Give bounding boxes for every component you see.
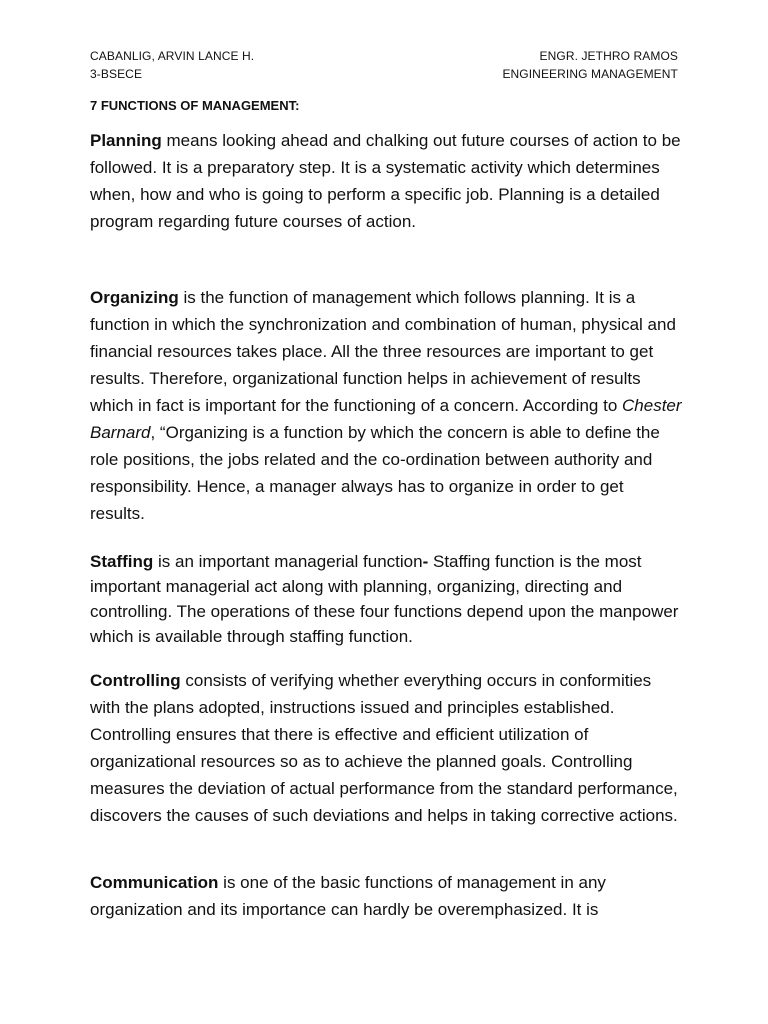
staffing-term: Staffing	[90, 552, 154, 571]
communication-term: Communication	[90, 873, 219, 892]
staffing-paragraph	[90, 549, 682, 649]
organizing-text-before: is the function of management which follows planning. It is a function in which the synchronization and combination of human, physical and financial resources takes place. All the three resources are important to get results. Therefore, organizational function helps in achievement of results which in fact is important for the functioning of a concern. According to	[90, 288, 676, 415]
controlling-paragraph	[90, 667, 682, 829]
header-left	[90, 47, 254, 83]
staffing-text-after: Staffing function is the most important managerial act along with planning, organizing, directing and controlling. The operations of these four functions depend upon the manpower which is available through staffing function.	[90, 552, 679, 646]
course-name: ENGINEERING MANAGEMENT	[502, 67, 678, 81]
controlling-text: consists of verifying whether everything occurs in conformities with the plans adopted, instructions issued and principles established. Controlling ensures that there is effective and efficient utilization of organizational resources so as to achieve the planned goals. Controlling measures the deviation of actual performance from the standard performance, discovers the causes of such deviations and helps in taking corrective actions.	[90, 671, 678, 825]
organizing-quoted-author: Chester Barnard	[90, 396, 682, 442]
header-right	[502, 47, 678, 83]
organizing-term: Organizing	[90, 288, 179, 307]
communication-paragraph	[90, 869, 682, 923]
planning-term: Planning	[90, 131, 162, 150]
document-heading: 7 FUNCTIONS OF MANAGEMENT:	[90, 98, 300, 113]
planning-text: means looking ahead and chalking out future courses of action to be followed. It is a preparatory step. It is a systematic activity which determines when, how and who is going to perform a specific job. Planning is a detailed program regarding future courses of action.	[90, 131, 681, 231]
staffing-dash: -	[422, 552, 429, 571]
organizing-paragraph	[90, 284, 682, 527]
student-name: CABANLIG, ARVIN LANCE H.	[90, 49, 255, 63]
student-section: 3-BSECE	[90, 67, 143, 81]
instructor-name: ENGR. JETHRO RAMOS	[539, 49, 678, 63]
controlling-term: Controlling	[90, 671, 181, 690]
organizing-text-after: , “Organizing is a function by which the concern is able to define the role positions, the jobs related and the co-ordination between authority and responsibility. Hence, a manager always has to organize in order to get results.	[90, 423, 660, 523]
planning-paragraph	[90, 127, 682, 235]
communication-text: is one of the basic functions of management in any organization and its importance can hardly be overemphasized. It is	[90, 873, 606, 919]
staffing-text: is an important managerial function	[153, 552, 423, 571]
